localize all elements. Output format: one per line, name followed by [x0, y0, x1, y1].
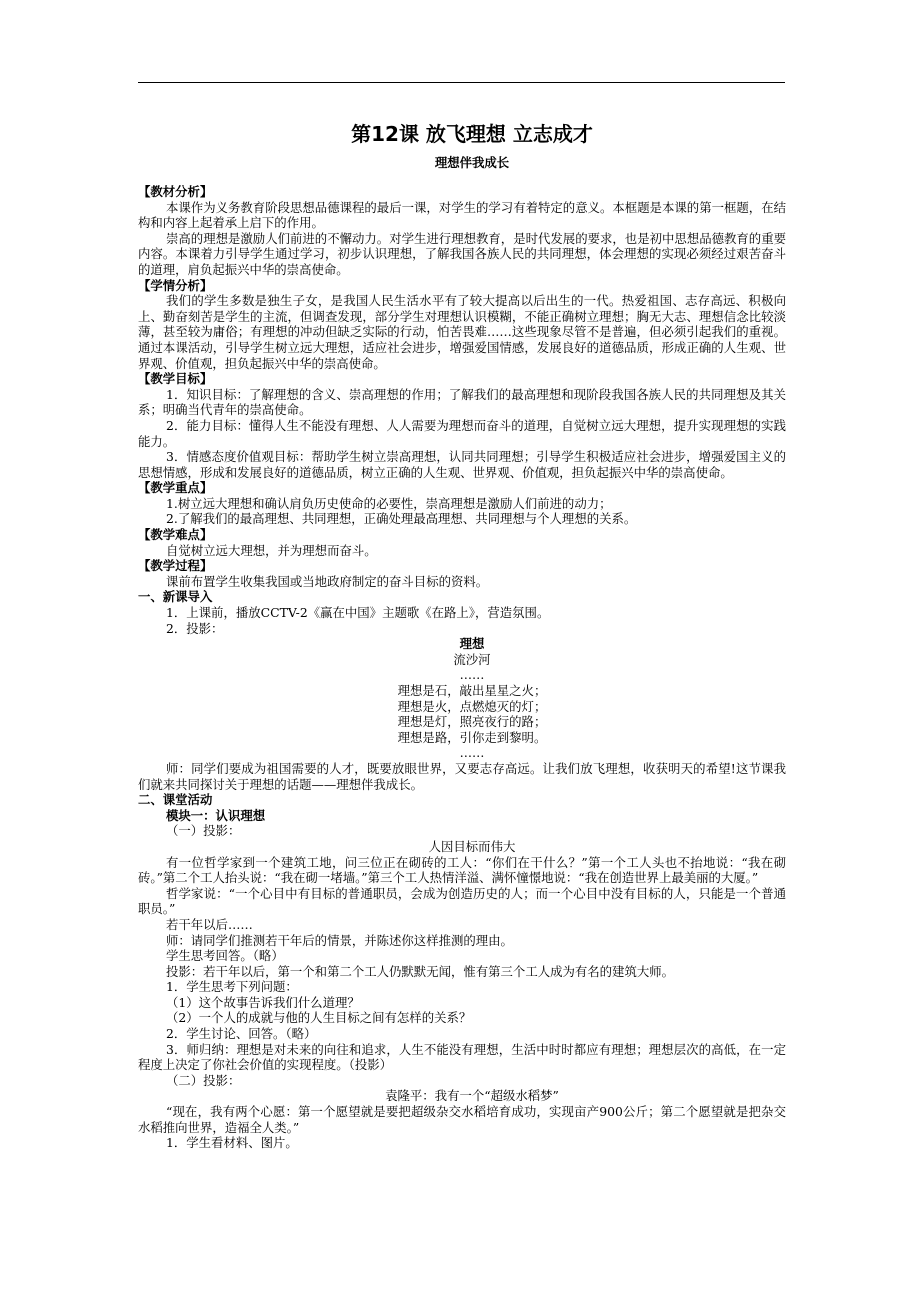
poem-line: 理想是路，引你走到黎明。 [397, 729, 547, 745]
part-heading-activities: 二、课堂活动 [138, 792, 213, 808]
paragraph: 2．能力目标：懂得人生不能没有理想、人人需要为理想而奋斗的道理，自觉树立远大理想，提升实现理想的实践能力。 [138, 417, 786, 449]
paragraph: 3．师归纳：理想是对未来的向往和追求，人生不能没有理想，生活中时时都应有理想；理想层次的高低，在一定程度上决定了你社会价值的实现程度。（投影） [138, 1041, 786, 1073]
list-item: 投影：若干年以后，第一个和第二个工人仍默默无闻，惟有第三个工人成为有名的建筑大师。 [166, 963, 675, 979]
list-item: 1．学生看材料、图片。 [166, 1135, 298, 1151]
section-heading-goals: 【教学目标】 [138, 371, 213, 387]
document-body [138, 120, 786, 1151]
list-item: 1．学生思考下列问题： [166, 979, 298, 995]
page-title: 第12课 放飞理想 立志成才 [351, 122, 593, 146]
paragraph: 本课作为义务教育阶段思想品德课程的最后一课，对学生的学习有着特定的意义。本框题是本课的第一框题，在结构和内容上起着承上启下的作用。 [138, 199, 786, 231]
list-item: 学生思考回答。（略） [166, 948, 284, 964]
paragraph: 我们的学生多数是独生子女，是我国人民生活水平有了较大提高以后出生的一代。热爱祖国、志存高远、积极向上、勤奋刻苦是学生的主流，但调查发现，部分学生对理想认识模糊，不能正确树立理想；胸无大志、理想信念比较淡薄，甚至较为庸俗；有理想的冲动但缺乏实际的行动，怕苦畏难……这些现象尽管不是普遍，但必须引起我们的重视。通过本课活动，引导学生树立远大理想，适应社会进步，增强爱国情感，发展良好的道德品质，形成正确的人生观、世界观、价值观，担负起振兴中华的崇高使命。 [138, 293, 786, 371]
poem-line: 理想是火，点燃熄灭的灯； [397, 698, 547, 714]
paragraph: “现在，我有两个心愿：第一个愿望就是要把超级杂交水稻培育成功，实现亩产900公斤；第二个愿望就是把杂交水稻推向世界，造福全人类。” [138, 1104, 786, 1135]
module-heading: 模块一：认识理想 [166, 807, 266, 823]
poem-title: 理想 [459, 636, 485, 652]
paragraph: 3．情感态度价值观目标：帮助学生树立崇高理想，认同共同理想；引导学生积极适应社会进步，增强爱国主义的思想情感，形成和发展良好的道德品质，树立正确的人生观、世界观、价值观，担负起振兴中华的崇高使命。 [138, 449, 786, 480]
list-item: 2．学生讨论、回答。（略） [166, 1026, 317, 1042]
list-item: （一）投影： [166, 823, 241, 839]
list-item: 2．投影： [166, 620, 224, 636]
section-heading-analysis: 【教材分析】 [138, 184, 213, 199]
poem-ellipsis: …… [459, 745, 485, 761]
list-item: 若干年以后…… [166, 916, 253, 932]
paragraph: 崇高的理想是激励人们前进的不懈动力。对学生进行理想教育，是时代发展的要求，也是初中思想品德教育的重要内容。本课着力引导学生通过学习，初步认识理想，了解我国各族人民的共同理想，体会理想的实现必须经过艰苦奋斗的道理，肩负起振兴中华的崇高使命。 [138, 230, 786, 277]
paragraph: 有一位哲学家到一个建筑工地，问三位正在砌砖的工人：“你们在干什么？”第一个工人头也不抬地说：“我在砌砖。”第二个工人抬头说：“我在砌一堵墙。”第三个工人热情洋溢、满怀憧憬地说：“我在创造世界上最美丽的大厦。” [138, 854, 786, 886]
paragraph: 哲学家说：“一个心目中有目标的普通职员，会成为创造历史的人；而一个心目中没有目标的人，只能是一个普通职员。” [138, 885, 786, 917]
poem-author: 流沙河 [453, 651, 491, 667]
header-rule [138, 82, 785, 83]
poem-line: 理想是灯，照亮夜行的路； [397, 714, 547, 730]
poem-line: 理想是石，敲出星星之火； [397, 683, 547, 698]
list-item: （2）一个人的成就与他的人生目标之间有怎样的关系？ [166, 1010, 472, 1026]
poem-ellipsis: …… [459, 667, 485, 683]
list-item: 2.了解我们的最高理想、共同理想，正确处理最高理想、共同理想与个人理想的关系。 [166, 511, 637, 527]
paragraph: 课前布置学生收集我国或当地政府制定的奋斗目标的资料。 [166, 573, 489, 589]
part-heading-intro: 一、新课导入 [138, 589, 213, 605]
list-item: （1）这个故事告诉我们什么道理？ [166, 994, 360, 1010]
list-item: （二）投影： [166, 1072, 241, 1088]
paragraph: 师：同学们要成为祖国需要的人才，既要放眼世界，又要志存高远。让我们放飞理想，收获明天的希望!这节课我们就来共同探讨关于理想的话题——理想伴我成长。 [138, 760, 786, 792]
section-heading-students: 【学情分析】 [138, 277, 213, 293]
section-heading-process: 【教学过程】 [138, 558, 213, 574]
story-title: 人因目标而伟大 [428, 838, 516, 854]
list-item: 师：请同学们推测若干年后的情景，并陈述你这样推测的理由。 [166, 932, 513, 948]
section-heading-difficulties: 【教学难点】 [138, 527, 213, 543]
story-title: 袁隆平：我有一个“超级水稻梦” [385, 1088, 559, 1104]
list-item: 1．上课前，播放CCTV-2《赢在中国》主题歌《在路上》，营造氛围。 [166, 605, 550, 621]
paragraph: 1．知识目标：了解理想的含义、崇高理想的作用；了解我们的最高理想和现阶段我国各族人民的共同理想及其关系；明确当代青年的崇高使命。 [138, 386, 786, 418]
section-heading-key-points: 【教学重点】 [138, 480, 213, 496]
list-item: 1.树立远大理想和确认肩负历史使命的必要性，崇高理想是激励人们前进的动力； [166, 495, 612, 511]
list-item: 自觉树立远大理想，并为理想而奋斗。 [166, 542, 377, 558]
page-subtitle: 理想伴我成长 [434, 155, 510, 170]
